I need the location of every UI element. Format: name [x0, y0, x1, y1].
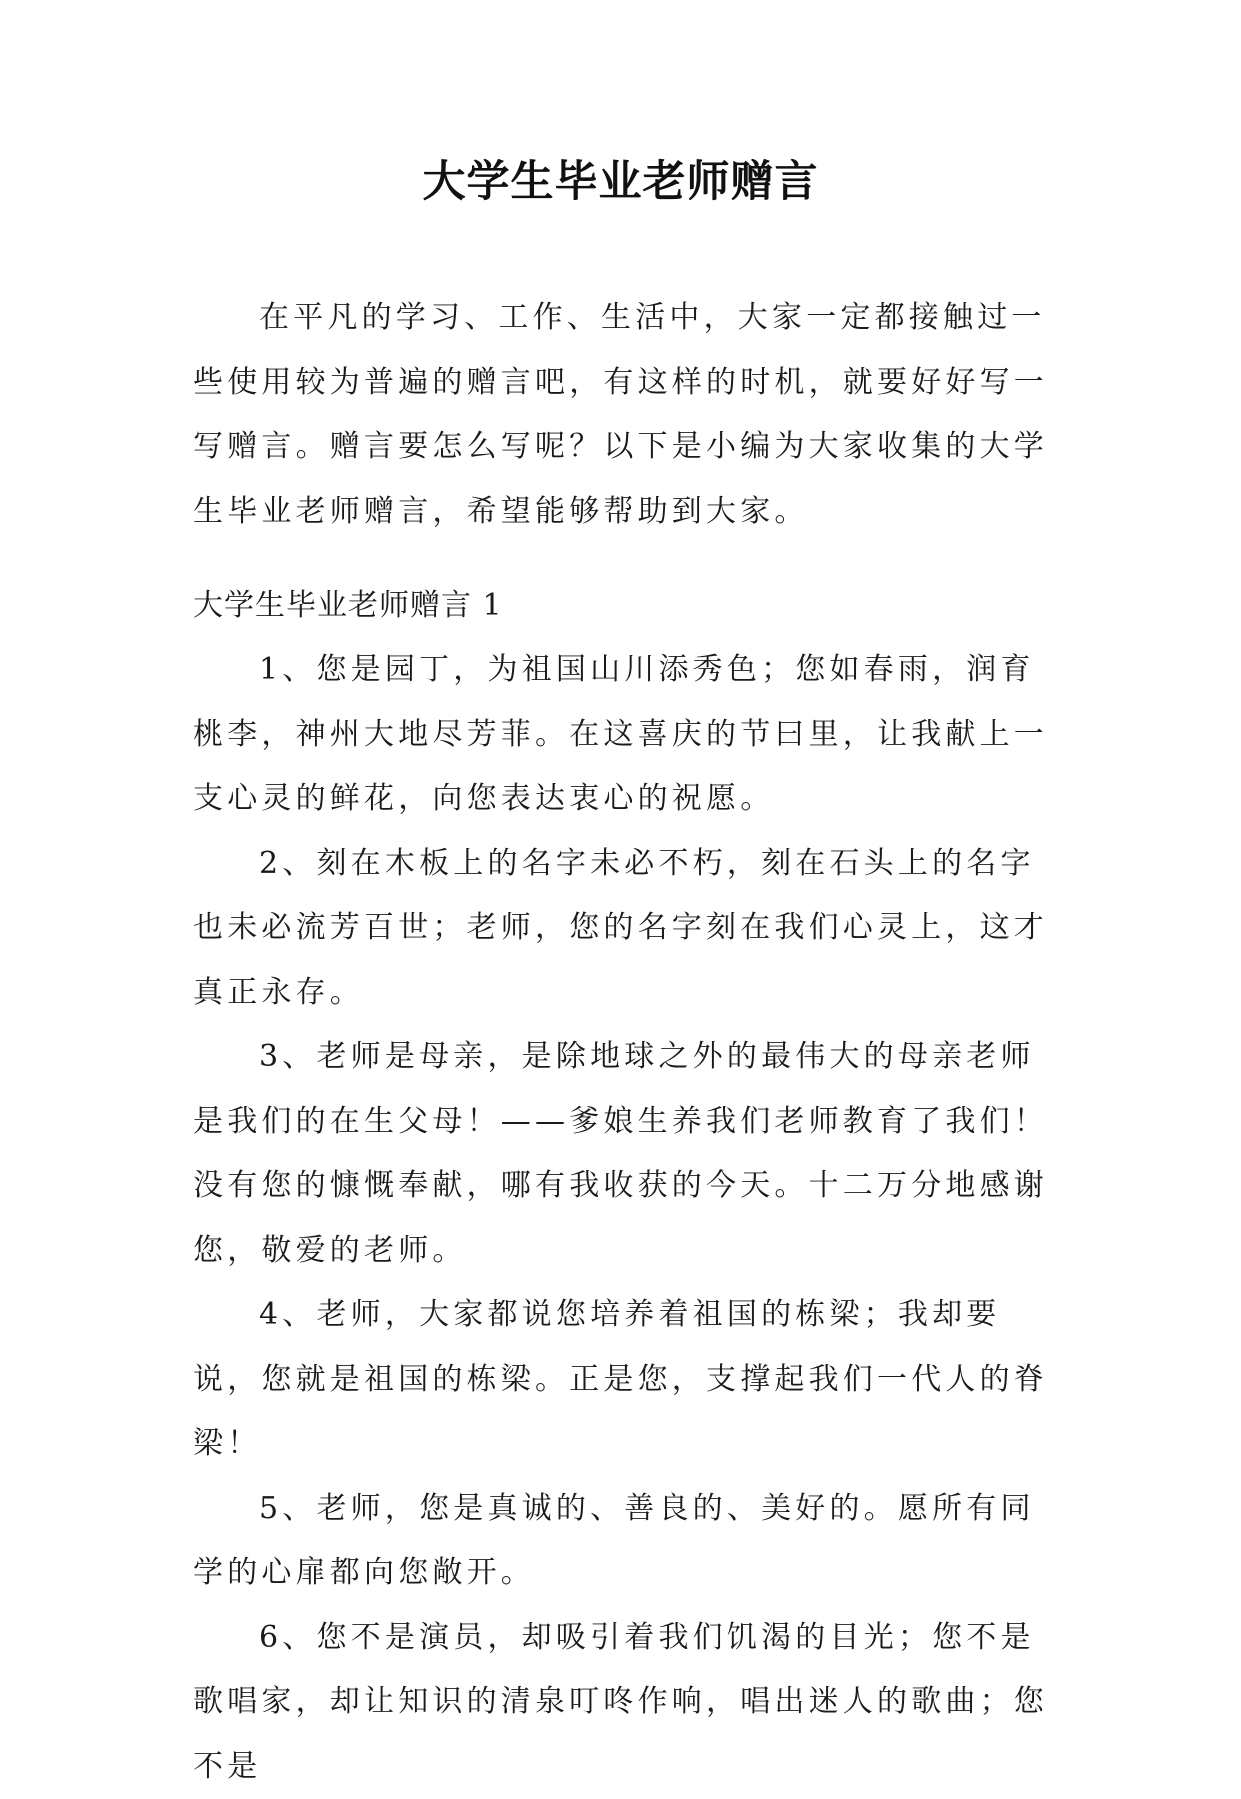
message-item-1: 1、您是园丁，为祖国山川添秀色；您如春雨，润育桃李，神州大地尽芳菲。在这喜庆的节曰里，让我献上一支心灵的鲜花，向您表达衷心的祝愿。 [193, 638, 1055, 832]
message-item-5: 5、老师，您是真诚的、善良的、美好的。愿所有同学的心扉都向您敞开。 [193, 1477, 1055, 1606]
message-item-4: 4、老师，大家都说您培养着祖国的栋梁；我却要说，您就是祖国的栋梁。正是您，支撑起我们一代人的脊梁！ [193, 1283, 1055, 1477]
intro-paragraph: 在平凡的学习、工作、生活中，大家一定都接触过一些使用较为普遍的赠言吧，有这样的时机，就要好好写一写赠言。赠言要怎么写呢？以下是小编为大家收集的大学生毕业老师赠言，希望能够帮助到大家。 [193, 286, 1055, 544]
message-list [193, 638, 1055, 1799]
message-item-3: 3、老师是母亲，是除地球之外的最伟大的母亲老师是我们的在生父母！——爹娘生养我们老师教育了我们！ 没有您的慷慨奉献，哪有我收获的今天。十二万分地感谢您，敬爱的老师。 [193, 1025, 1055, 1283]
message-item-2: 2、刻在木板上的名字未必不朽，刻在石头上的名字也未必流芳百世；老师，您的名字刻在我们心灵上，这才真正永存。 [193, 832, 1055, 1026]
document-title: 大学生毕业老师赠言 [0, 152, 1241, 212]
section-heading: 大学生毕业老师赠言 1 [193, 574, 503, 639]
message-item-6: 6、您不是演员，却吸引着我们饥渴的目光；您不是歌唱家，却让知识的清泉叮咚作响，唱出迷人的歌曲；您不是 [193, 1606, 1055, 1799]
